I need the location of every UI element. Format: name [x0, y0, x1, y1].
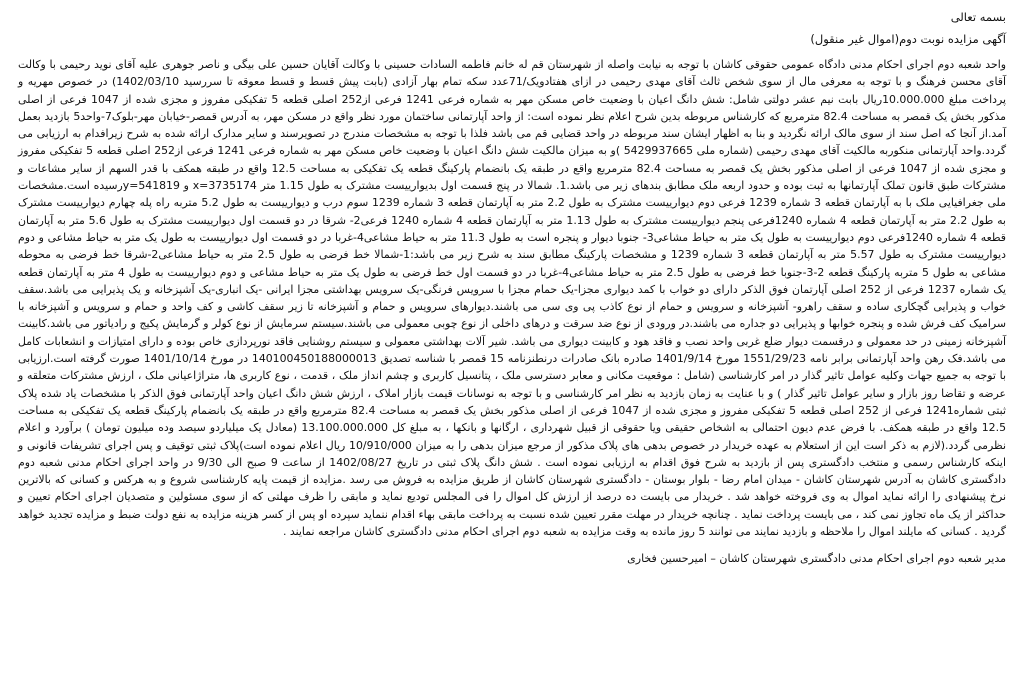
opening-invocation: بسمه تعالی	[950, 10, 1006, 24]
signature-line: مدیر شعبه دوم اجرای احکام مدنی دادگستری شهرستان کاشان – امیرحسین فخاری	[627, 552, 1006, 566]
notice-title: آگهی مزایده نوبت دوم(اموال غیر منقول)	[810, 32, 1006, 46]
notice-body-paragraph: واحد شعبه دوم اجرای احکام مدنی دادگاه عمومی حقوقی کاشان با توجه به نیابت واصله از شهرستان قم له خانم فاطمه السادات حسینی با وکالت آقایان حسین علی بیگی و ناصر جوهری علیه آقای نوید رحیمی با وکالت آقای محسن فرهنگ و با توجه به معرفی مال از سوی شخص ثالث آقای مهدی رحیمی در ازای هفتادویک/71عدد سکه تمام بهار آزادی (بابت پیش قسط و قسط معوقه تا سررسید 1402/03/10) در خصوص مهریه و پرداخت مبلغ 10.000.000ریال بابت نیم عشر دولتی شامل: شش دانگ اعیان با وضعیت خاص مسکن مهر به شماره فرعی 1241 فرعی از252 اصلی قطعه 5 تفکیکی مفروز و مجزی شده از 1047 فرعی از اصلی مذکور بخش یک قمصر به مساحت 82.4 مترمربع که کارشناس مربوطه بدین شرح اعلام نظر نموده است: از واحد آپارتمانی ساختمان مورد نظر واقع در مسکن مهر، به آدرس قمصر-خیابان مهر-بلوک7-واحد5 بازدید بعمل آمد.از آنجا که اصل سند از سوی مالک ارائه نگردید و بنا به اظهار ایشان سند مربوطه در واحد قضایی قم می باشد فلذا با توجه به مشخصات مندرج در تصویرسند و سایر مدارک ارائه شده به شرح زیرافدام به ارزیابی می گردد.واحد آپارتمانی منکوربه مالکیت آقای مهدی رحیمی (شماره ملی 5429937665 )و به میزان مالکیت شش دانگ اعیان با وضعیت خاص مسکن مهر به شماره فرعی 1241 فرعی از252 اصلی قطعه 5 تفکیکی مفروز و مجزی شده از 1047 فرعی از اصلی مذکور بخش یک قمصر به مساحت 82.4 مترمربع واقع در طبقه یک بانضمام پارکینگ قطعه یک تفکیکی به مساحت 12.5 واقع در طبقه همکف با قدر السهم از سایر مشاعات و مشترکات طبق قانون تملک آپارتمانها به ثبت بوده و حدود اربعه ملک مطابق بندهای زیر می باشد.1. شمالا در پنج قسمت اول بدیوارییست مشترک به طول 1.15 متر 3735174=x و y=541819رسیده است.مشخصات ملی جغرافیایی ملک با به آپارتمان قطعه 3 شماره 1239 فرعی دوم دیوارییست مشترک به طول 2.2 متر به آپارتمان قطعه 3 شماره 1239 سوم درب و دیوارییست به طول 5.2 متربه راه پله چهارم دیوارییست مشترک به طول 2.2 متر به آپارتمان قطعه 4 شماره 1240فرعی پنجم دیوارییست مشترک به طول 1.13 متر به آپارتمان قطعه 4 شماره 1240 فرعی2- شرقا در دو قسمت اول دیوارییست مشترک به طول 5.6 متر به آپارتمان قطعه 4 شماره 1240فرعی دوم دیوارییست به طول یک متر به حیاط مشاعی3- جنوبا دیوار و پنجره است به طول 11.3 متر به حیاط مشاعی4-غربا در دو قسمت اول دیوارییست به طول یک متر به حیاط مشاعی و دوم دیوارییست مشترک به طول 5.57 متر به آپارتمان قطعه 3 شماره 1239 و مشخصات پارکینگ مطابق سند به شرح زیر می باشد:1-شمالا خط فرضی به طول 2.5 متر به حیاط مشاعی2-شرقا خط فرضی به محوطه مشاعی به طول 5 متربه پارکینگ قطعه 2-3-جنوبا خط فرضی به طول 2.5 متر به حیاط مشاعی4-غربا در دو قسمت اول خط فرضی به طول یک متر به حیاط مشاعی و دوم دیوارییست به طول 4 متر به آپارتمان قطعه یک شماره 1237 فرعی از 252 اصلی آپارتمان فوق الذکر دارای دو خواب با کمد دیواری مجزا-یک حمام مجزا با سرویس فرنگی-یک سرویس بهداشتی مجزا ایرانی -یک انباری-یک آشپزخانه و یک پذیرایی می باشد.سقف خواب و پذیرایی گچکاری ساده و سقف راهرو- آشپزخانه و سرویس و حمام از نوع کاذب پی وی سی می باشند.دیوارهای سرویس و حمام و آشپزخانه تا زیر سقف کاشی و کف واحد و حمام و سرویس و آشپزخانه با سرامیک کف فرش شده و پنجره خوابها و پذیرایی دو جداره می باشند.در ورودی از نوع ضد سرقت و درهای داخلی از نوع چوبی معمولی می باشند.سیستم سرمایش از نوع کولر و گرمایش پکیج و رادیاتور می باشد.کابینت آشپزخانه زمینی در حد معمولی و درقسمت دیوار ضلع غربی واحد نصب و فاقد هود و کابینت دیواری می باشد. شیر آلات بهداشتی معمولی و سیستم روشنایی فاقد نورپردازی خاص بوده و دارای امتیازات و انشعابات کامل می باشد.فک رهن واحد آپارتمانی برابر نامه 1551/29/23 مورخ 1401/9/14 صادره بانک صادرات درنطنزنامه 15 قمصر با شناسه تصدیق 140100450188000013 در مورخ 1401/10/14 صورت گرفته است.ارزیابی با توجه به جمیع جهات وکلیه عوامل تاثیر گذار در امر کارشناسی (شامل : موقعیت مکانی و معابر دسترسی ملک ، پتانسیل کاربری و چشم انداز ملک ، قدمت ، نوع کاربری ها، متراژاعیانی ملک ، ارزش مشترکات متعلقه و عرضه و تقاضا روز بازار و سایر عوامل تاثیر گذار ) و با عنایت به زمان بازدید به نظر امر کارشناسی و با توجه به نوسانات قیمت بازار املاک ، ارزش شش دانگ اعیان واحد آپارتمانی فوق الذکر با مشخصات یاد شده پلاک ثبتی شماره1241 فرعی از 252 اصلی قطعه 5 تفکیکی مفروز و مجزی شده از 1047 فرعی از اصلی مذکور بخش یک قمصر به مساحت 82.4 مترمربع واقع در طبقه یک بانضمام پارکینگ قطعه یک تفکیکی به مساحت 12.5 واقع در طبقه همکف. با فرض عدم دیون احتمالی به اشخاص حقیقی ویا حقوقی از قبیل شهرداری ، ارگانها و بانکها ، به مبلغ کل 13.100.000.000 (معادل یک میلیاردو سیصد وده میلیون تومان ) برآورد و اعلام نظرمی گردد.(لازم به ذکر است این از استعلام به عهده خریدار در خصوص بدهی های پلاک مذکور از مرجع میزان بدهی را به میزان 10/910/000 ریال اعلام نموده است)پلاک ثبتی توقیف و پس اجرای تشریفات قانونی و اینکه کارشناس رسمی و منتخب دادگستری پس از بازدید به شرح فوق اقدام به ارزیابی نموده است . شش دانگ پلاک ثبتی در تاریخ 1402/08/27 از ساعت 9 صبح الی 9/30 در واحد اجرای احکام مدنی شعبه دوم دادگستری کاشان به آدرس شهرستان کاشان - میدان امام رضا - بلوار بوستان - دادگستری شهرستان کاشان از طریق مزایده به فروش می رسد .مزایده از قیمت پایه کارشناسی شروع و به هرکس و کسانی که بالاترین نرخ پیشنهادی را ارائه نماید اموال به وی فروخته خواهد شد . خریدار می بایست ده درصد از ارزش کل اموال را فی المجلس تودیع نماید و مابقی را ظرف مهلتی که از سوی مسئولین و متصدیان اجرای احکام تعیین و حداکثر از یک ماه تجاوز نمی کند ، می بایست پرداخت نماید . چنانچه خریدار در مهلت مقرر تعیین شده نسبت به پرداخت مابقی بهاء اقدام ننماید سپرده او پس از کسر هزینه مزایده به نفع دولت ضبط و مزایده تجدید خواهد گردید . کسانی که مایلند اموال را ملاحظه و بازدید نمایند می توانند 5 روز مانده به وقت مزایده به شعبه دوم اجرای احکام مدنی دادگستری کاشان مراجعه نمایند .	[18, 58, 1007, 539]
